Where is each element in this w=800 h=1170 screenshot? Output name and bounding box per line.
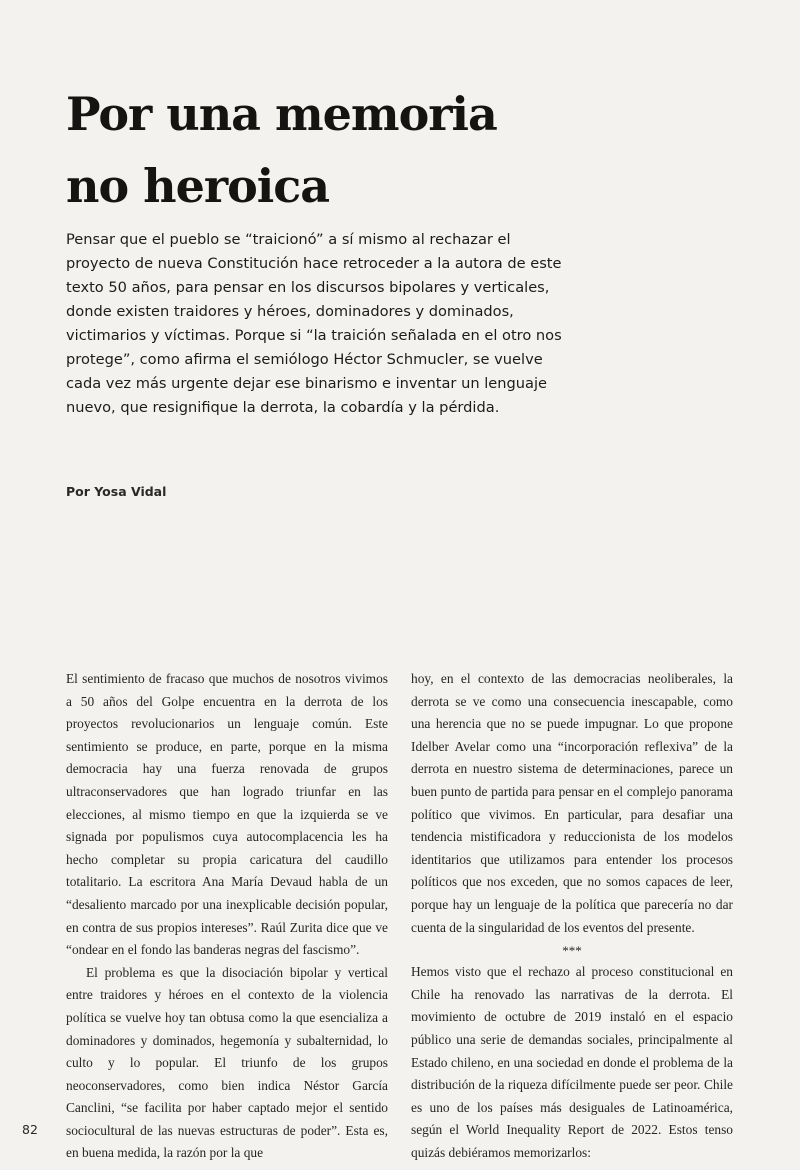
column-right (411, 668, 733, 1164)
lead-paragraph (66, 228, 566, 420)
body-paragraph: Hemos visto que el rechazo al proceso constitucional en Chile ha renovado las narrativas de la derrota. El movimiento de octubre de 2019 instaló en el espacio público una serie de demandas sociales, principalmente al Estado chileno, en una sociedad en donde el problema de la distribución de la riqueza difícilmente puede ser peor. Chile es uno de los países más desiguales de Latinoamérica, según el World Inequality Report de 2022. Estos tenso quizás debiéramos memorizarlos: (411, 964, 733, 1160)
article-title (66, 78, 546, 222)
section-separator: *** (562, 943, 582, 959)
column-left (66, 668, 388, 1165)
lead-text: Pensar que el pueblo se “traicionó” a sí mismo al rechazar el proyecto de nueva Constitución hace retroceder a la autora de este texto 50 años, para pensar en los discursos bipolares y verticales, donde existen traidores y héroes, dominadores y dominados, victimarios y víctimas. Porque si “la traición señalada en el otro nos protege”, como afirma el semiólogo Héctor Schmucler, se vuelve cada vez más urgente dejar ese binarismo e inventar un lenguaje nuevo, que resignifique la derrota, la cobardía y la pérdida. (66, 231, 562, 416)
byline: Por Yosa Vidal (66, 484, 167, 499)
title-line-1: Por una memoria (66, 87, 497, 141)
body-paragraph: El sentimiento de fracaso que muchos de nosotros vivimos a 50 años del Golpe encuentra en la derrota de los proyectos revolucionarios un lenguaje común. Este sentimiento se produce, en parte, porque en la misma democracia hay una fuerza renovada de grupos ultraconservadores que han logrado triunfar en las elecciones, al mismo tiempo en que la izquierda se ve signada por populismos cuya autocomplacencia les ha hecho completar su propia caricatura del caudillo totalitario. La escritora Ana María Devaud habla de un “desaliento marcado por una inexplicable decisión popular, en contra de sus propios intereses”. Raúl Zurita dice que ve “ondear en el fondo las banderas negras del fascismo”. (66, 671, 388, 958)
title-line-2: no heroica (66, 159, 330, 213)
body-paragraph: hoy, en el contexto de las democracias neoliberales, la derrota se ve como una consecuencia inescapable, como una herencia que no se puede impugnar. Lo que propone Idelber Avelar como una “incorporación reflexiva” de la derrota en nuestro sistema de determinaciones, parece un buen punto de partida para pensar en el complejo panorama político que vivimos. En particular, para desafiar una tendencia mistificadora y reduccionista de los modelos identitarios que utilizamos para entender los procesos políticos que nos exceden, que no somos capaces de leer, porque hay un lenguaje de la política que parecería no dar cuenta de la singularidad de los eventos del presente. (411, 671, 733, 935)
body-paragraph: El problema es que la disociación bipolar y vertical entre traidores y héroes en el contexto de la violencia política se vuelve hoy tan obtusa como la que esencializa a dominadores y dominados, hegemonía y subalternidad, lo culto y lo popular. El triunfo de los grupos neoconservadores, como bien indica Néstor García Canclini, “se facilita por haber captado mejor el sentido sociocultural de las nuevas estructuras de poder”. Esta es, en buena medida, la razón por la que (66, 964, 388, 1161)
page-number: 82 (22, 1122, 38, 1137)
